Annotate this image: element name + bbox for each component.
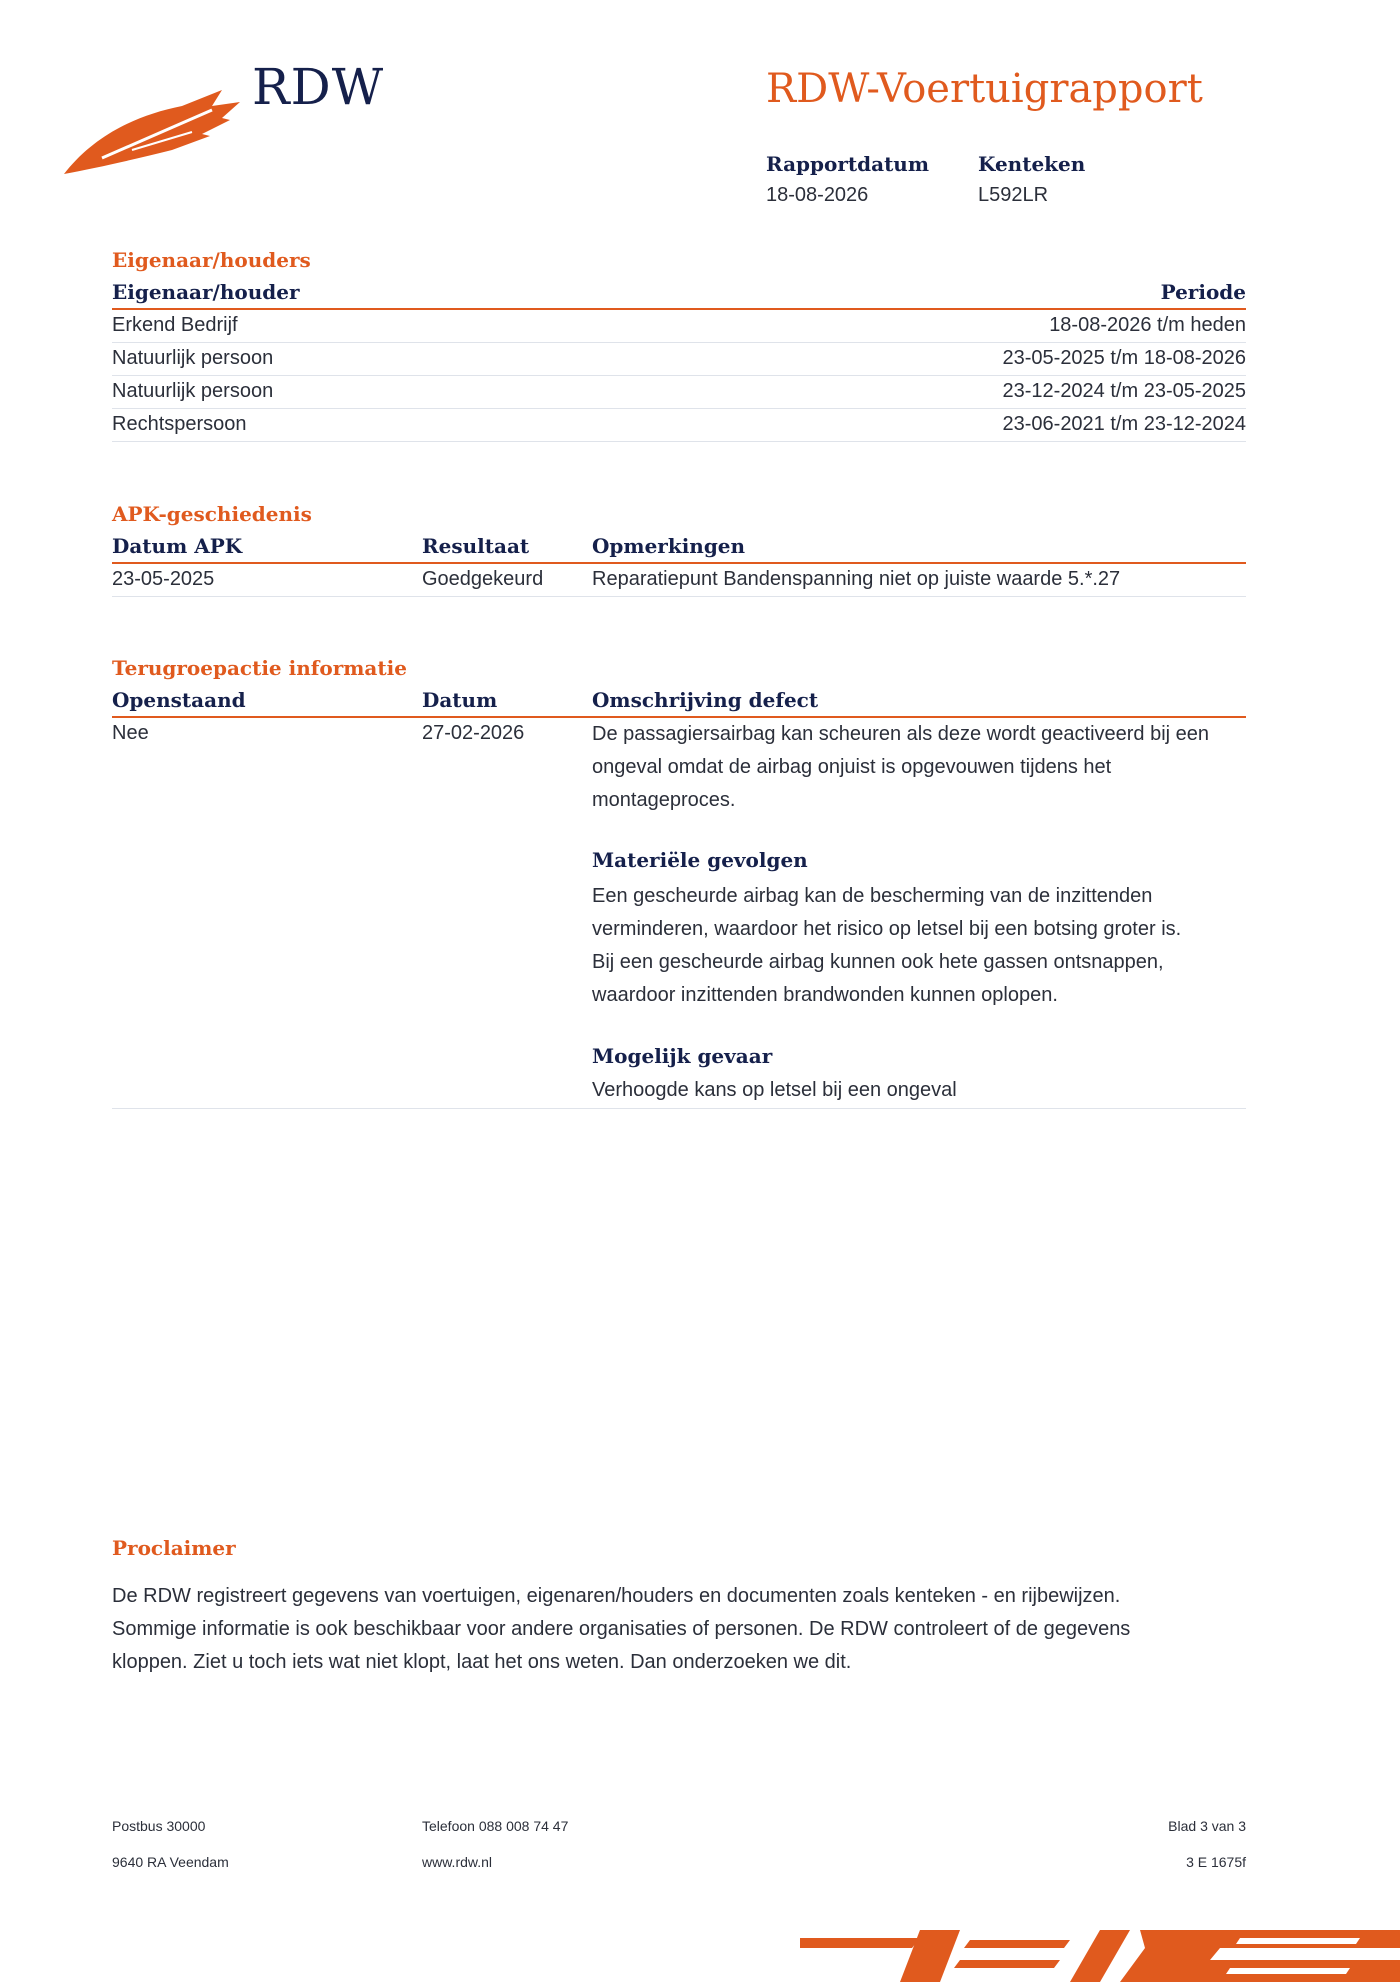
footer-page-number: Blad 3 van 3 [1168, 1818, 1246, 1834]
proclaimer-line: De RDW registreert gegevens van voertuigen, eigenaren/houders en documenten zoals kenteken - en rijbewijzen. [112, 1585, 1121, 1607]
apk-table-header [112, 530, 1246, 564]
owner-cell: Rechtspersoon [112, 413, 247, 435]
consequence-line: Bij een gescheurde airbag kunnen ook hete gassen ontsnappen, [592, 951, 1164, 973]
recall-section-title: Terugroepactie informatie [112, 656, 407, 680]
col-apk-date-header: Datum APK [112, 534, 243, 558]
plate-value: L592LR [978, 184, 1049, 206]
danger-title: Mogelijk gevaar [592, 1044, 773, 1068]
owners-section-title: Eigenaar/houders [112, 248, 311, 272]
footer-address-1: Postbus 30000 [112, 1818, 206, 1834]
recall-open-cell: Nee [112, 722, 149, 744]
col-open-header: Openstaand [112, 688, 246, 712]
proclaimer-line: Sommige informatie is ook beschikbaar voor andere organisaties of personen. De RDW controleert of de gegevens [112, 1618, 1131, 1640]
apk-date-cell: 23-05-2025 [112, 568, 215, 590]
proclaimer-title: Proclaimer [112, 1536, 236, 1560]
footer-stripes-graphic-icon [800, 1926, 1400, 1982]
recall-table-header [112, 684, 1246, 718]
table-row [112, 409, 1246, 442]
apk-result-cell: Goedgekeurd [422, 568, 544, 590]
col-remarks-header: Opmerkingen [592, 534, 746, 558]
proclaimer-line: kloppen. Ziet u toch iets wat niet klopt, laat het ons weten. Dan onderzoeken we dit. [112, 1651, 852, 1673]
consequences-description [592, 880, 1252, 1012]
col-defect-header: Omschrijving defect [592, 688, 819, 712]
col-result-header: Resultaat [422, 534, 530, 558]
owners-table [112, 276, 1246, 442]
col-recall-date-header: Datum [422, 688, 498, 712]
proclaimer-text [112, 1580, 1272, 1679]
period-cell: 18-08-2026 t/m heden [1049, 314, 1246, 336]
table-row [112, 310, 1246, 343]
owner-cell: Natuurlijk persoon [112, 347, 274, 369]
consequences-title: Materiële gevolgen [592, 848, 808, 872]
period-cell: 23-12-2024 t/m 23-05-2025 [1002, 380, 1246, 402]
report-date-value: 18-08-2026 [766, 184, 869, 206]
consequence-line: Een gescheurde airbag kan de bescherming van de inzittenden [592, 885, 1153, 907]
defect-line: ongeval omdat de airbag onjuist is opgevouwen tijdens het [592, 756, 1112, 778]
table-row [112, 718, 1246, 1109]
col-owner-header: Eigenaar/houder [112, 280, 300, 304]
footer-phone: Telefoon 088 008 74 47 [422, 1818, 569, 1834]
table-row [112, 564, 1246, 597]
rdw-logo-mark-icon [62, 88, 242, 178]
defect-line: De passagiersairbag kan scheuren als deze wordt geactiveerd bij een [592, 723, 1210, 745]
recall-table [112, 684, 1246, 1109]
rdw-logo-text: RDW [252, 58, 385, 116]
recall-defect-description [592, 718, 1252, 817]
period-cell: 23-05-2025 t/m 18-08-2026 [1002, 347, 1246, 369]
consequence-line: verminderen, waardoor het risico op letsel bij een botsing groter is. [592, 918, 1182, 940]
apk-remarks-cell: Reparatiepunt Bandenspanning niet op juiste waarde 5.*.27 [592, 568, 1121, 590]
footer-address-2: 9640 RA Veendam [112, 1854, 229, 1870]
recall-date-cell: 27-02-2026 [422, 722, 525, 744]
table-row [112, 376, 1246, 409]
consequence-line: waardoor inzittenden brandwonden kunnen oplopen. [592, 984, 1058, 1006]
table-row [112, 343, 1246, 376]
danger-text: Verhoogde kans op letsel bij een ongeval [592, 1079, 957, 1101]
owner-cell: Natuurlijk persoon [112, 380, 274, 402]
owners-table-header [112, 276, 1246, 310]
owner-cell: Erkend Bedrijf [112, 314, 238, 336]
apk-table [112, 530, 1246, 597]
report-title: RDW-Voertuigrapport [766, 66, 1203, 112]
period-cell: 23-06-2021 t/m 23-12-2024 [1002, 413, 1246, 435]
apk-section-title: APK-geschiedenis [112, 502, 312, 526]
footer-website[interactable]: www.rdw.nl [422, 1854, 493, 1870]
report-date-label: Rapportdatum [766, 152, 930, 176]
defect-line: montageproces. [592, 789, 736, 811]
plate-label: Kenteken [978, 152, 1086, 176]
col-period-header: Periode [1160, 280, 1246, 304]
footer-document-code: 3 E 1675f [1186, 1854, 1246, 1870]
